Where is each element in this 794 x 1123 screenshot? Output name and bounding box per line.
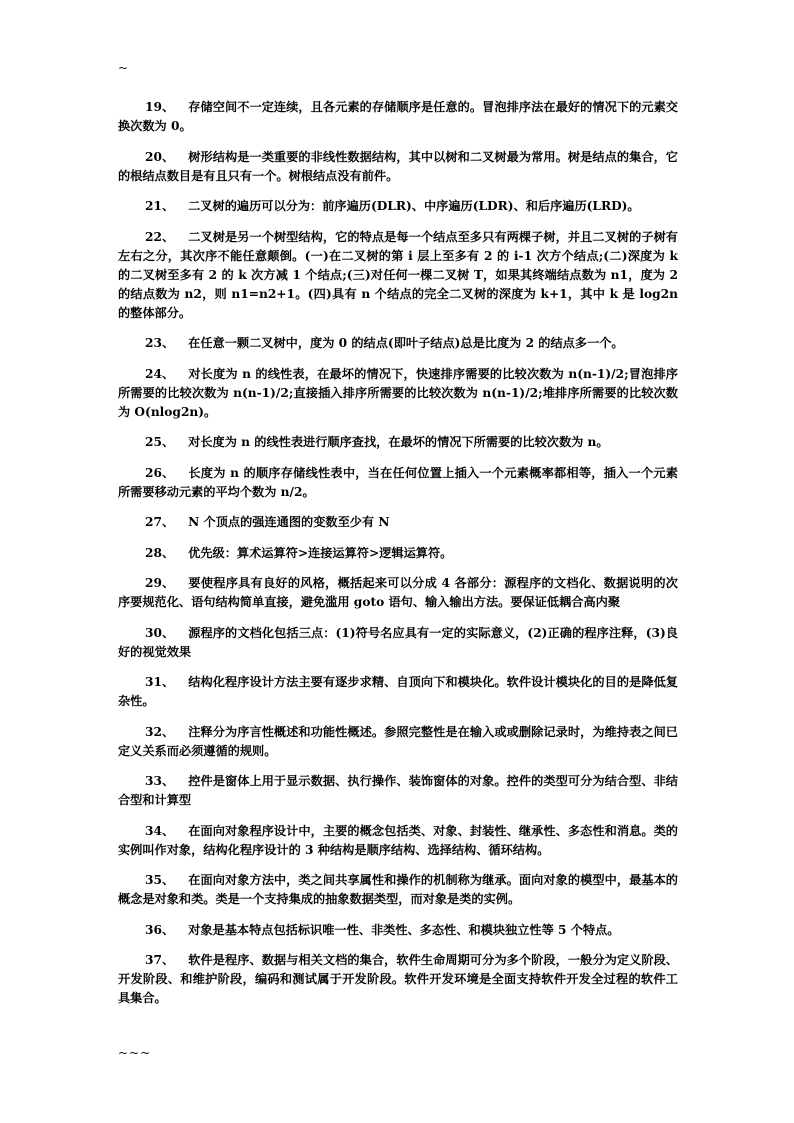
list-item [118, 951, 678, 1008]
item-text: 二叉树的遍历可以分为：前序遍历(DLR)、中序遍历(LDR)、和后序遍历(LRD)。 [188, 199, 640, 213]
item-text: 在任意一颗二叉树中，度为 0 的结点(即叶子结点)总是比度为 2 的结点多一个。 [188, 336, 624, 350]
item-text: 长度为 n 的顺序存储线性表中，当在任何位置上插入一个元素概率都相等，插入一个元素所需要移动元素的平均个数为 n/2。 [118, 465, 678, 499]
item-text: 二叉树是另一个树型结构，它的特点是每一个结点至多只有两棵子树，并且二叉树的子树有左右之分，其次序不能任意颠倒。(一)在二叉树的第 i 层上至多有 2 的 i-1 次方个结点;(二)深度为 k 的二叉树至多有 2 的 k 次方减 1 个结点;(三)对任何一棵二叉树 T，如果其终端结点数为 n1，度为 2 的结点数为 n2，则 n1=n2+1。(四)具有 n 个结点的完全二叉树的深度为 k+1，其中 k 是 log2n 的整体部分。 [118, 229, 678, 320]
list-item [118, 464, 678, 502]
item-number: 37、 [145, 953, 175, 967]
footer-mark: ~~~ [118, 1046, 152, 1060]
item-number: 33、 [145, 774, 175, 788]
item-text: 对长度为 n 的线性表，在最坏的情况下，快速排序需要的比较次数为 n(n-1)/2;冒泡排序所需要的比较次数为 n(n-1)/2;直接插入排序所需要的比较次数为 n(n-1)/2;堆排序所需要的比较次数为 O(nlog2n)。 [118, 366, 678, 419]
item-number: 35、 [145, 873, 175, 887]
item-text: 在面向对象程序设计中，主要的概念包括类、对象、封装性、继承性、多态性和消息。类的实例叫作对象，结构化程序设计的 3 种结构是顺序结构、选择结构、循环结构。 [118, 823, 678, 857]
item-number: 28、 [145, 545, 175, 560]
item-list [118, 98, 678, 1020]
item-text: 优先级：算术运算符>连接运算符>逻辑运算符。 [188, 545, 453, 560]
item-text: 在面向对象方法中，类之间共享属性和操作的机制称为继承。面向对象的模型中，最基本的概念是对象和类。类是一个支持集成的抽象数据类型，而对象是类的实例。 [118, 873, 678, 906]
item-number: 29、 [145, 576, 175, 590]
list-item [118, 98, 678, 136]
list-item [118, 197, 678, 216]
list-item [118, 574, 678, 612]
item-text: 存储空间不一定连续，且各元素的存储顺序是任意的。冒泡排序法在最好的情况下的元素交换次数为 0。 [118, 100, 678, 133]
item-text: 对象是基本特点包括标识唯一性、非类性、多态性、和模块独立性等 5 个特点。 [188, 922, 620, 937]
list-item [118, 334, 678, 353]
item-number: 20、 [145, 149, 175, 164]
item-number: 30、 [145, 625, 175, 640]
list-item [118, 544, 678, 563]
item-number: 31、 [145, 675, 175, 689]
item-number: 21、 [145, 199, 175, 213]
list-item [118, 772, 678, 810]
list-item [118, 228, 678, 323]
item-number: 19、 [145, 100, 175, 114]
list-item [118, 673, 678, 711]
item-text: 对长度为 n 的线性表进行顺序查找，在最坏的情况下所需要的比较次数为 n。 [188, 435, 609, 449]
item-number: 34、 [145, 823, 175, 838]
item-text: 要使程序具有良好的风格，概括起来可以分成 4 各部分：源程序的文档化、数据说明的次序要规范化、语句结构简单直接，避免滥用 goto 语句、输入输出方法。要保证低耦合高内聚 [118, 576, 678, 609]
item-number: 36、 [145, 922, 175, 937]
item-text: 结构化程序设计方法主要有逐步求精、自顶向下和模块化。软件设计模块化的目的是降低复杂性。 [118, 675, 678, 708]
item-text: 注释分为序言性概述和功能性概述。参照完整性是在输入或或删除记录时，为维持表之间已定义关系而必须遵循的规则。 [118, 724, 678, 758]
item-number: 25、 [145, 435, 175, 449]
item-number: 27、 [145, 515, 175, 529]
item-number: 23、 [145, 336, 175, 350]
item-text: 源程序的文档化包括三点：(1)符号名应具有一定的实际意义，(2)正确的程序注释，(3)良好的视觉效果 [118, 625, 678, 659]
item-number: 32、 [145, 724, 175, 739]
item-text: N 个顶点的强连通图的变数至少有 N [188, 515, 390, 529]
item-number: 22、 [145, 229, 175, 244]
list-item [118, 871, 678, 909]
item-number: 26、 [145, 465, 175, 480]
list-item [118, 148, 678, 186]
list-item [118, 822, 678, 860]
header-mark: ~ [118, 61, 129, 75]
item-text: 软件是程序、数据与相关文档的集合，软件生命周期可分为多个阶段，一般分为定义阶段、开发阶段、和维护阶段，编码和测试属于开发阶段。软件开发环境是全面支持软件开发全过程的软件工具集合。 [118, 953, 678, 1005]
item-text: 树形结构是一类重要的非线性数据结构，其中以树和二叉树最为常用。树是结点的集合，它的根结点数目是有且只有一个。树根结点没有前件。 [118, 149, 678, 183]
list-item [118, 723, 678, 761]
list-item [118, 921, 678, 940]
list-item [118, 513, 678, 532]
list-item [118, 624, 678, 662]
item-number: 24、 [145, 366, 175, 381]
item-text: 控件是窗体上用于显示数据、执行操作、装饰窗体的对象。控件的类型可分为结合型、非结合型和计算型 [118, 774, 678, 807]
list-item [118, 433, 678, 452]
list-item [118, 365, 678, 422]
